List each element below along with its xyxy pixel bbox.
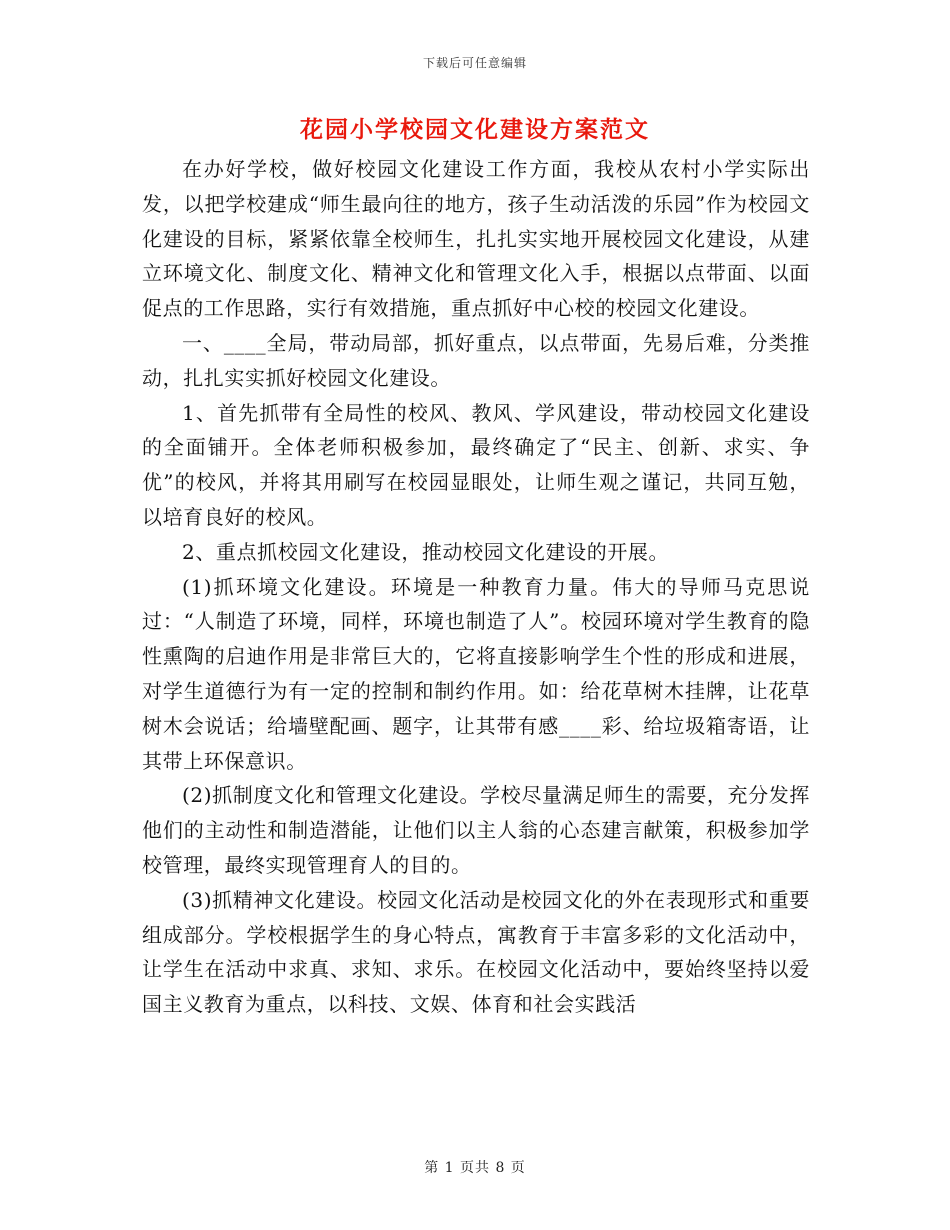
document-body: [142, 152, 810, 1022]
paragraph-subitem-1: (1)抓环境文化建设。环境是一种教育力量。伟大的导师马克思说过：“人制造了环境，同样，环境也制造了人”。校园环境对学生教育的隐性熏陶的启迪作用是非常巨大的，它将直接影响学生个性的形成和进展，对学生道德行为有一定的控制和制约作用。如：给花草树木挂牌，让花草树木会说话；给墙壁配画、题字，让其带有感____彩、给垃圾箱寄语，让其带上环保意识。: [142, 574, 810, 773]
document-title: 花园小学校园文化建设方案范文: [300, 116, 650, 143]
paragraph-intro: 在办好学校，做好校园文化建设工作方面，我校从农村小学实际出发，以把学校建成“师生最向往的地方，孩子生动活泼的乐园”作为校园文化建设的目标，紧紧依靠全校师生，扎扎实实地开展校园文化建设，从建立环境文化、制度文化、精神文化和管理文化入手，根据以点带面、以面促点的工作思路，实行有效措施，重点抓好中心校的校园文化建设。: [142, 157, 810, 321]
paragraph-section-1: 一、____全局，带动局部，抓好重点，以点带面，先易后难，分类推动，扎扎实实抓好校园文化建设。: [142, 330, 810, 390]
header-note: 下载后可任意编辑: [422, 56, 527, 70]
paragraph-subitem-2: (2)抓制度文化和管理文化建设。学校尽量满足师生的需要，充分发挥他们的主动性和制造潜能，让他们以主人翁的心态建言献策，积极参加学校管理，最终实现管理育人的目的。: [142, 783, 810, 877]
paragraph-subitem-3: (3)抓精神文化建设。校园文化活动是校园文化的外在表现形式和重要组成部分。学校根据学生的身心特点，寓教育于丰富多彩的文化活动中，让学生在活动中求真、求知、求乐。在校园文化活动中，要始终坚持以爱国主义教育为重点，以科技、文娱、体育和社会实践活: [142, 887, 810, 1017]
paragraph-item-1: 1、首先抓带有全局性的校风、教风、学风建设，带动校园文化建设的全面铺开。全体老师积极参加，最终确定了“民主、创新、求实、争优”的校风，并将其用刷写在校园显眼处，让师生观之谨记，共同互勉，以培育良好的校风。: [142, 400, 810, 529]
paragraph-item-2: 2、重点抓校园文化建设，推动校园文化建设的开展。: [182, 539, 670, 564]
page-number: 第 1 页共 8 页: [424, 1160, 526, 1176]
